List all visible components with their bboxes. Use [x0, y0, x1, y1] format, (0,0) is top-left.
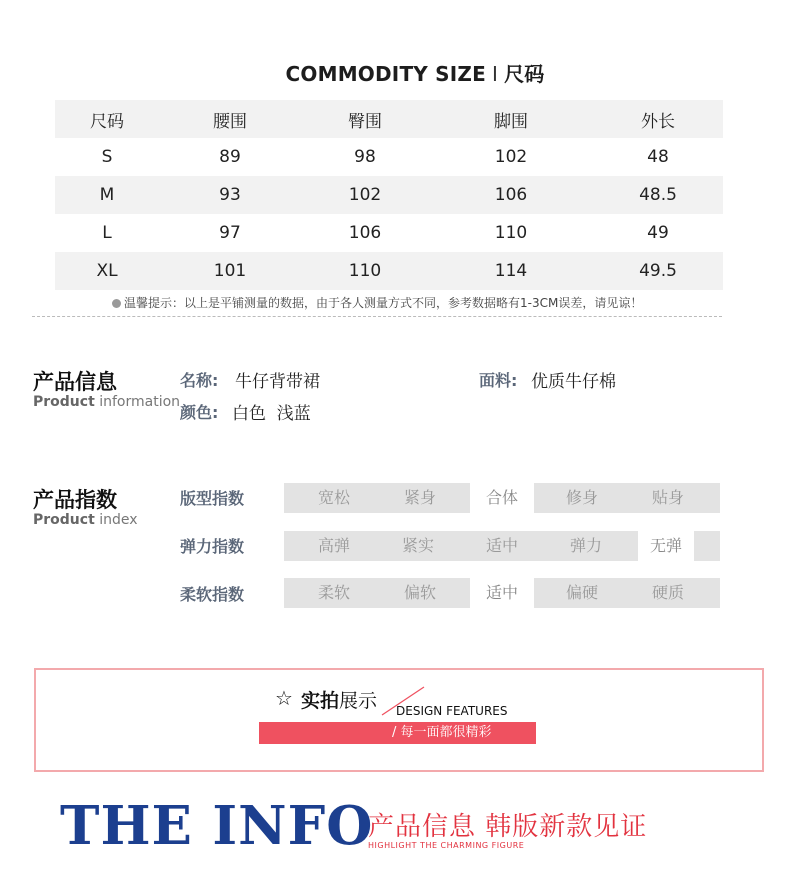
- table-row: [55, 252, 723, 290]
- index-option: 偏硬: [565, 583, 598, 602]
- table-cell: 49.5: [593, 252, 723, 290]
- index-option: 硬质: [651, 583, 684, 602]
- product-index-subtitle-bold: Product: [33, 512, 95, 528]
- header-cell: 臀围: [301, 100, 429, 138]
- header-cell: 脚围: [429, 100, 593, 138]
- table-cell: 49: [647, 223, 669, 243]
- index-option: 柔软: [317, 583, 350, 602]
- elasticity-index-scale: [284, 531, 720, 561]
- size-title-separator: I: [491, 62, 499, 86]
- size-section-title: [0, 58, 790, 87]
- banner-title-bold: 实拍: [301, 690, 340, 712]
- size-title-en: COMMODITY SIZE: [285, 62, 486, 86]
- table-row: [55, 214, 723, 252]
- table-cell: 101: [159, 252, 301, 290]
- header-cell: 尺码: [55, 100, 159, 138]
- footer-cn-text: 产品信息 韩版新款见证: [368, 812, 648, 842]
- table-cell: 98: [354, 147, 376, 167]
- dashed-divider: [32, 316, 722, 317]
- name-value: 牛仔背带裙: [235, 372, 320, 392]
- table-cell: 106: [348, 223, 382, 243]
- table-cell: 106: [429, 176, 593, 214]
- softness-index-scale: [284, 578, 720, 608]
- banner-en-text: DESIGN FEATURES: [396, 704, 508, 718]
- index-option-selected: 合体: [485, 488, 518, 507]
- color-value: 白色 浅蓝: [232, 404, 311, 424]
- product-index-title: 产品指数: [33, 488, 117, 512]
- product-info-subtitle-rest: information: [94, 394, 181, 410]
- table-cell: 93: [159, 176, 301, 214]
- color-label: 颜色:: [180, 403, 219, 422]
- name-label: 名称:: [180, 371, 219, 390]
- index-bar: [694, 531, 720, 561]
- index-option: 适中: [485, 536, 518, 555]
- index-option-selected: 适中: [485, 583, 518, 602]
- fabric-label: 面料:: [479, 371, 518, 390]
- table-cell: 89: [219, 147, 241, 167]
- bullet-dot-icon: [112, 299, 121, 308]
- table-cell: 102: [494, 147, 528, 167]
- table-row: [55, 138, 723, 176]
- banner-sub-text: / 每一面都很精彩: [392, 725, 492, 740]
- softness-index-label: 柔软指数: [180, 585, 245, 604]
- index-option: 紧身: [403, 488, 436, 507]
- table-cell: 114: [429, 252, 593, 290]
- size-note: [112, 294, 642, 311]
- size-table: [55, 100, 723, 290]
- fit-index-scale: [284, 483, 720, 513]
- product-info-subtitle: [33, 394, 180, 410]
- index-option: 高弹: [317, 536, 350, 555]
- elasticity-index-label: 弹力指数: [180, 537, 245, 556]
- table-row: [55, 176, 723, 214]
- star-icon: ☆: [275, 686, 293, 710]
- fabric-value: 优质牛仔棉: [531, 372, 616, 392]
- table-cell: 102: [301, 176, 429, 214]
- index-option-selected: 无弹: [649, 536, 682, 555]
- table-cell: M: [55, 176, 159, 214]
- product-info-title: 产品信息: [33, 370, 117, 394]
- index-option: 弹力: [569, 536, 602, 555]
- header-cell: 外长: [593, 100, 723, 138]
- table-cell: S: [101, 147, 113, 167]
- table-cell: 48.5: [593, 176, 723, 214]
- size-title-cn: 尺码: [504, 62, 545, 86]
- product-index-subtitle-rest: index: [94, 512, 138, 528]
- table-cell: L: [102, 223, 112, 243]
- table-cell: 97: [219, 223, 241, 243]
- index-option: 贴身: [651, 488, 684, 507]
- index-option: 修身: [565, 488, 598, 507]
- table-cell: XL: [55, 252, 159, 290]
- banner-title: [301, 686, 377, 713]
- product-info-subtitle-bold: Product: [33, 394, 95, 410]
- table-cell: 48: [647, 147, 669, 167]
- table-cell: 110: [494, 223, 528, 243]
- size-table-header: [55, 100, 723, 138]
- header-cell: 腰围: [159, 100, 301, 138]
- index-option: 宽松: [317, 488, 350, 507]
- size-note-text: 温馨提示：以上是平铺测量的数据，由于各人测量方式不同，参考数据略有1-3CM误差，请见谅！: [124, 296, 643, 310]
- index-option: 偏软: [403, 583, 436, 602]
- table-cell: 110: [301, 252, 429, 290]
- footer-en-text: HIGHLIGHT THE CHARMING FIGURE: [368, 841, 525, 850]
- fit-index-label: 版型指数: [180, 489, 245, 508]
- product-index-subtitle: [33, 512, 138, 528]
- banner-title-rest: 展示: [339, 690, 378, 712]
- index-option: 紧实: [401, 536, 434, 555]
- the-info-heading: THE INFO: [60, 795, 374, 857]
